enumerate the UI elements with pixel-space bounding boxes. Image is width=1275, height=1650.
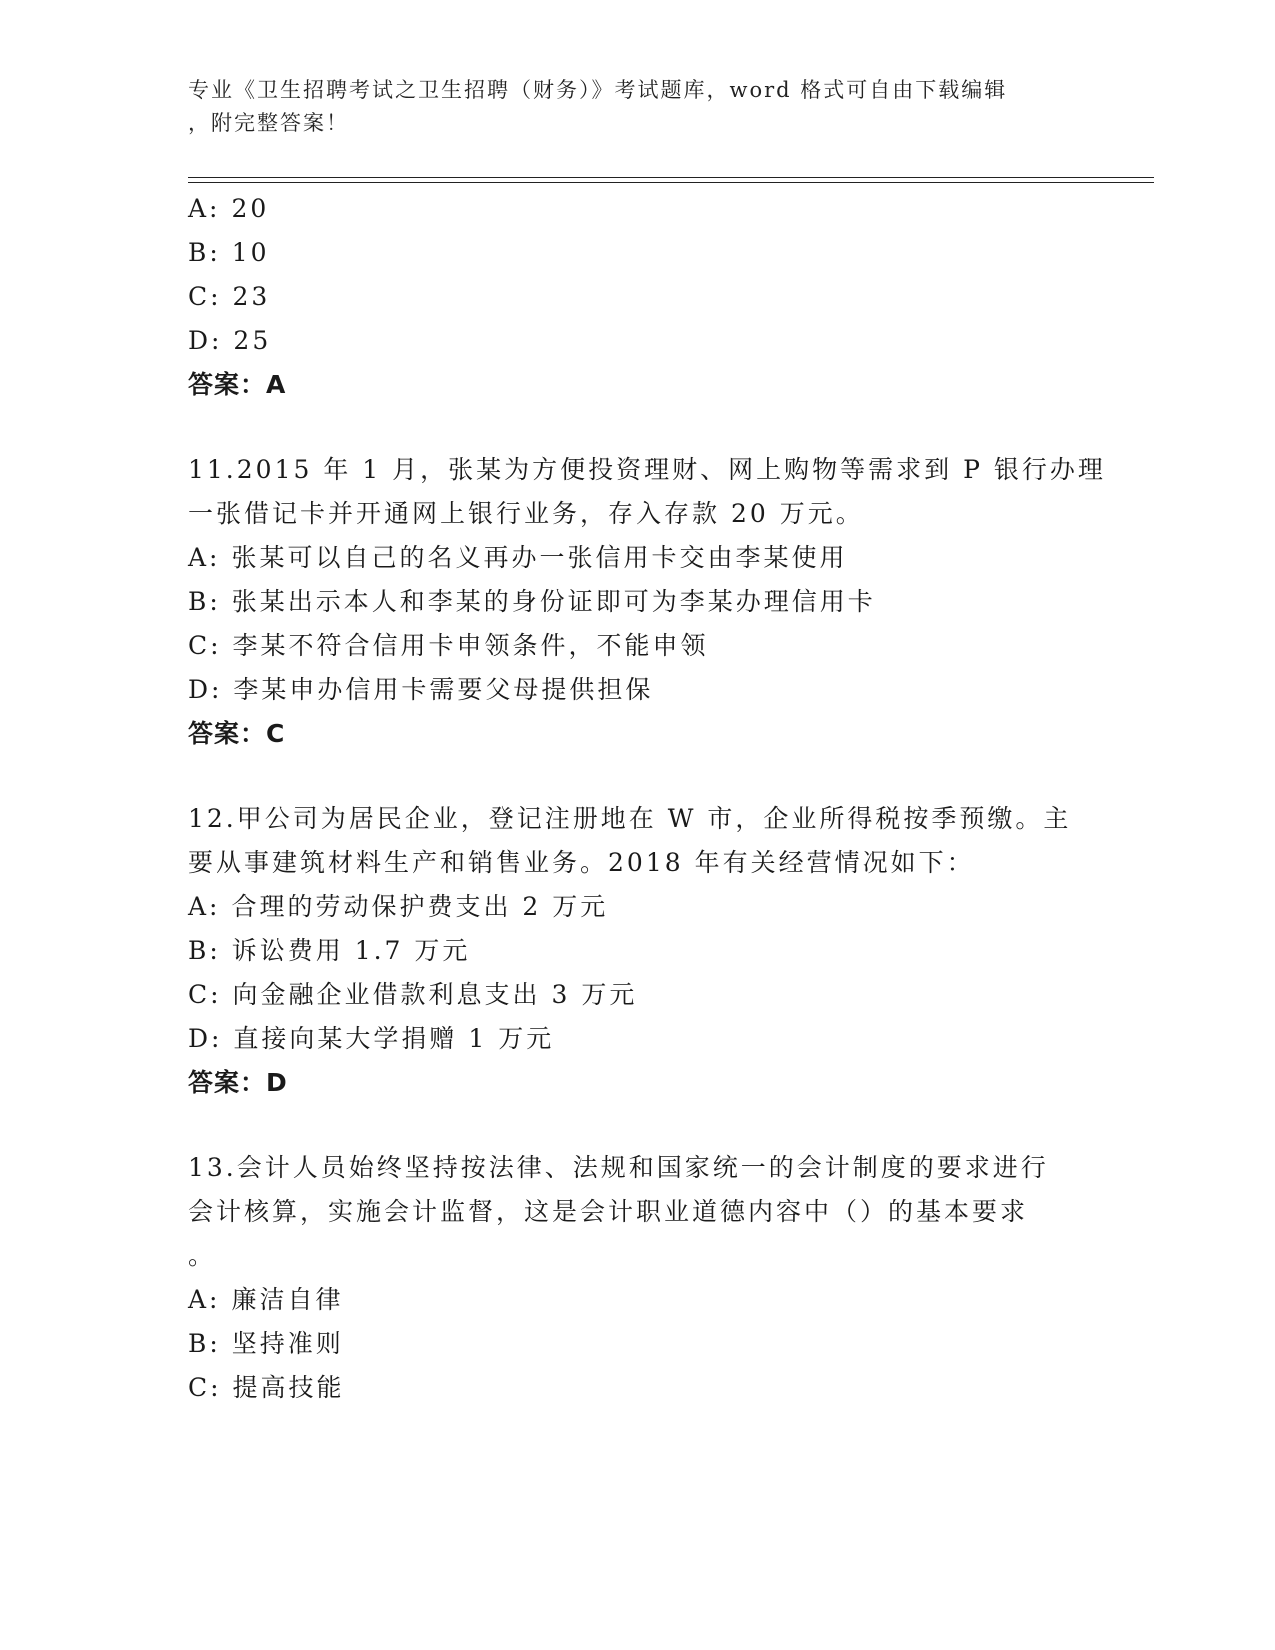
option-d: D: 直接向某大学捐赠 1 万元 xyxy=(188,1024,555,1053)
document-header xyxy=(188,74,1068,140)
option-b: B: 坚持准则 xyxy=(188,1329,344,1358)
option-c: C: 提高技能 xyxy=(188,1373,345,1402)
question-12-stem-line-2: 要从事建筑材料生产和销售业务。2018 年有关经营情况如下： xyxy=(188,848,975,877)
option-c: C: 23 xyxy=(188,282,271,311)
question-13-stem-line-3: 。 xyxy=(188,1241,217,1270)
header-divider-top xyxy=(188,177,1154,178)
option-b: B: 张某出示本人和李某的身份证即可为李某办理信用卡 xyxy=(188,587,876,616)
answer-line: 答案：D xyxy=(188,1068,288,1097)
option-b: B: 诉讼费用 1.7 万元 xyxy=(188,936,471,965)
question-13-stem-line-1: 13.会计人员始终坚持按法律、法规和国家统一的会计制度的要求进行 xyxy=(188,1153,1049,1182)
option-a: A: 张某可以自己的名义再办一张信用卡交由李某使用 xyxy=(188,543,848,572)
option-a: A: 廉洁自律 xyxy=(188,1285,344,1314)
option-b: B: 10 xyxy=(188,238,270,267)
header-line-2: ，附完整答案！ xyxy=(188,111,349,135)
option-a: A: 20 xyxy=(188,194,270,223)
question-13-stem-line-2: 会计核算，实施会计监督，这是会计职业道德内容中（）的基本要求 xyxy=(188,1197,1029,1226)
option-c: C: 向金融企业借款利息支出 3 万元 xyxy=(188,980,638,1009)
header-line-1: 专业《卫生招聘考试之卫生招聘（财务）》考试题库，word 格式可自由下载编辑 xyxy=(188,78,1008,102)
question-11-stem-line-2: 一张借记卡并开通网上银行业务，存入存款 20 万元。 xyxy=(188,499,864,528)
answer-line: 答案：C xyxy=(188,719,286,748)
option-d: D: 李某申办信用卡需要父母提供担保 xyxy=(188,675,654,704)
header-divider-bottom xyxy=(188,182,1154,183)
question-12-stem-line-1: 12.甲公司为居民企业，登记注册地在 W 市，企业所得税按季预缴。主 xyxy=(188,804,1072,833)
option-d: D: 25 xyxy=(188,326,272,355)
answer-line: 答案：A xyxy=(188,370,287,399)
question-11-stem-line-1: 11.2015 年 1 月，张某为方便投资理财、网上购物等需求到 P 银行办理 xyxy=(188,455,1106,484)
option-c: C: 李某不符合信用卡申领条件，不能申领 xyxy=(188,631,709,660)
option-a: A: 合理的劳动保护费支出 2 万元 xyxy=(188,892,609,921)
